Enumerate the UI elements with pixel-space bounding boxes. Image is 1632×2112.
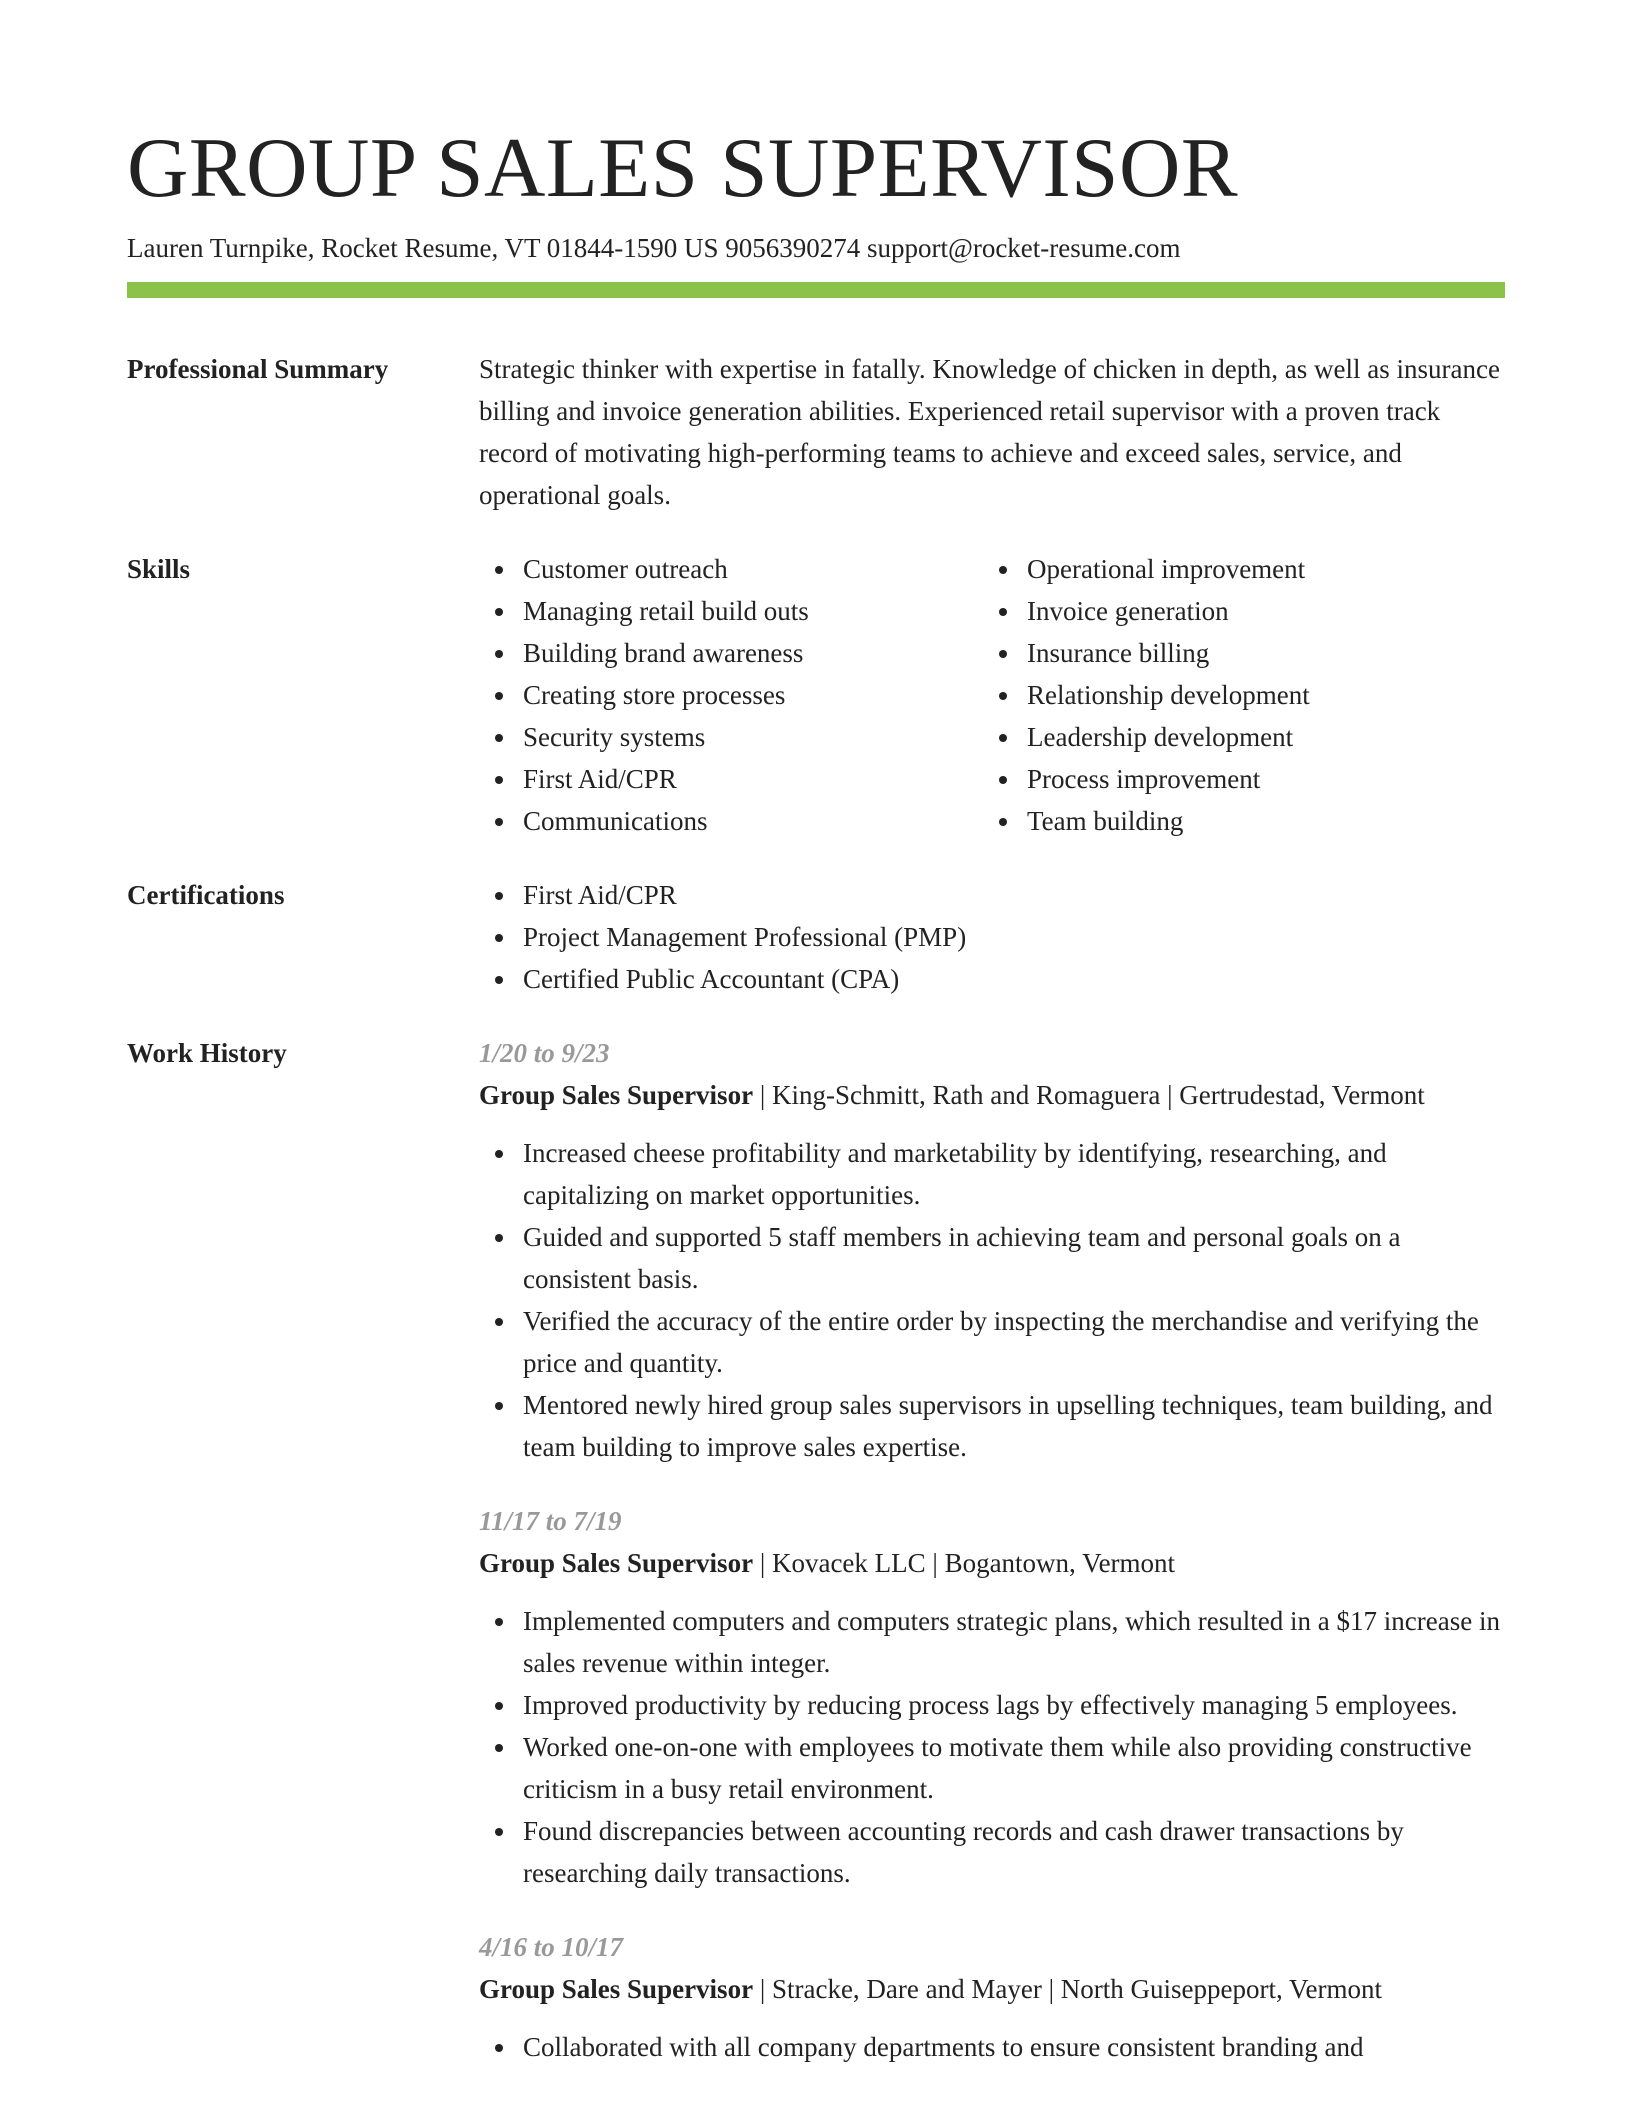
certifications-section [127, 874, 1505, 1000]
job-bullet-list [479, 2026, 1505, 2068]
skill-item: First Aid/CPR [479, 758, 983, 800]
skill-item: Process improvement [983, 758, 1487, 800]
job-entry [479, 1500, 1505, 1894]
skill-item: Managing retail build outs [479, 590, 983, 632]
job-bullet: Mentored newly hired group sales supervisors in upselling techniques, team building, and team building to improve sales expertise. [479, 1384, 1505, 1468]
job-heading [479, 1074, 1505, 1116]
job-bullet: Implemented computers and computers strategic plans, which resulted in a $17 increase in sales revenue within integer. [479, 1600, 1505, 1684]
contact-info: Lauren Turnpike, Rocket Resume, VT 01844-1590 US 9056390274 support@rocket-resume.com [127, 233, 1181, 263]
skill-item: Leadership development [983, 716, 1487, 758]
job-bullet-list [479, 1600, 1505, 1894]
job-dates: 11/17 to 7/19 [479, 1506, 622, 1536]
job-bullet: Verified the accuracy of the entire order by inspecting the merchandise and verifying the price and quantity. [479, 1300, 1505, 1384]
work-history-section [127, 1032, 1505, 2100]
skill-item: Insurance billing [983, 632, 1487, 674]
job-details: | Stracke, Dare and Mayer | North Guiseppeport, Vermont [753, 1974, 1382, 2004]
skills-list-right [983, 548, 1487, 842]
section-label-certifications: Certifications [127, 880, 285, 910]
resume-page [127, 0, 1505, 2100]
skill-item: Creating store processes [479, 674, 983, 716]
skill-item: Security systems [479, 716, 983, 758]
certifications-list [479, 874, 1505, 1000]
job-title: Group Sales Supervisor [479, 1974, 754, 2004]
skills-section [127, 548, 1505, 842]
section-label-summary: Professional Summary [127, 354, 389, 384]
job-title: Group Sales Supervisor [479, 1548, 754, 1578]
skill-item: Team building [983, 800, 1487, 842]
job-bullet: Worked one-on-one with employees to motivate them while also providing constructive criticism in a busy retail environment. [479, 1726, 1505, 1810]
job-details: | Kovacek LLC | Bogantown, Vermont [753, 1548, 1176, 1578]
job-title: Group Sales Supervisor [479, 1080, 754, 1110]
section-label-skills: Skills [127, 554, 191, 584]
work-history-body [479, 1032, 1505, 2100]
certification-item: First Aid/CPR [479, 874, 1505, 916]
job-bullet: Found discrepancies between accounting records and cash drawer transactions by researching daily transactions. [479, 1810, 1505, 1894]
certification-item: Project Management Professional (PMP) [479, 916, 1505, 958]
accent-divider [127, 282, 1505, 298]
resume-title: GROUP SALES SUPERVISOR [127, 121, 1239, 215]
skill-item: Invoice generation [983, 590, 1487, 632]
skill-item: Operational improvement [983, 548, 1487, 590]
job-bullet: Increased cheese profitability and marketability by identifying, researching, and capitalizing on market opportunities. [479, 1132, 1505, 1216]
skills-grid [479, 548, 1505, 842]
job-bullet: Improved productivity by reducing process lags by effectively managing 5 employees. [479, 1684, 1505, 1726]
skill-item: Customer outreach [479, 548, 983, 590]
job-heading [479, 1968, 1505, 2010]
job-dates: 4/16 to 10/17 [479, 1932, 624, 1962]
job-bullet-list [479, 1132, 1505, 1468]
job-bullet: Collaborated with all company departments to ensure consistent branding and [479, 2026, 1505, 2068]
job-details: | King-Schmitt, Rath and Romaguera | Gertrudestad, Vermont [753, 1080, 1425, 1110]
job-entry [479, 1926, 1505, 2068]
skill-item: Communications [479, 800, 983, 842]
job-heading [479, 1542, 1505, 1584]
summary-text: Strategic thinker with expertise in fatally. Knowledge of chicken in depth, as well as insurance billing and invoice generation abilities. Experienced retail supervisor with a proven track record of motivating high-performing teams to achieve and exceed sales, service, and operational goals. [479, 354, 1500, 510]
skills-list-left [479, 548, 983, 842]
skill-item: Relationship development [983, 674, 1487, 716]
job-dates: 1/20 to 9/23 [479, 1038, 610, 1068]
job-bullet: Guided and supported 5 staff members in achieving team and personal goals on a consistent basis. [479, 1216, 1505, 1300]
section-label-work-history: Work History [127, 1038, 287, 1068]
job-entry [479, 1032, 1505, 1468]
summary-section [127, 348, 1505, 516]
certification-item: Certified Public Accountant (CPA) [479, 958, 1505, 1000]
skill-item: Building brand awareness [479, 632, 983, 674]
